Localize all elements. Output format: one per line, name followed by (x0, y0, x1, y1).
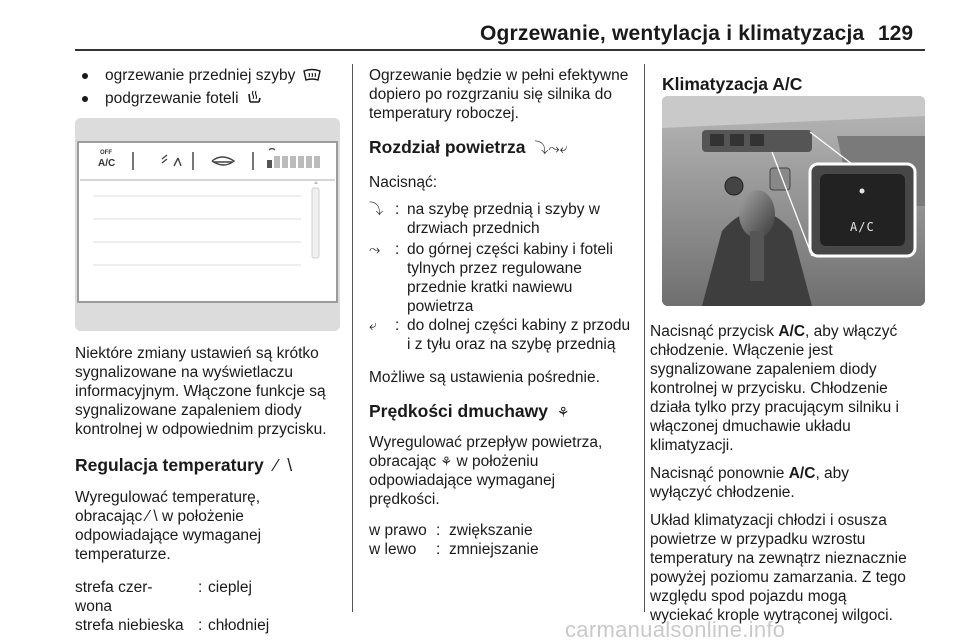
bullet-item: podgrzewanie foteli (75, 89, 345, 112)
ac-button-label: A/C (850, 220, 875, 234)
distribution-heading: Rozdział powietrza ⤵⤳⤶ (369, 137, 568, 157)
console-photo-svg (662, 96, 925, 306)
temperature-knob-icon: ⁄ \ (142, 508, 163, 525)
footwell-air-icon: ⤶ (369, 317, 377, 333)
bullet-dot (82, 73, 88, 79)
bullet-dot (82, 96, 88, 102)
bullet-item: ogrzewanie przedniej szyby (75, 66, 345, 89)
direction-row: w prawo : zwiększanie (369, 522, 533, 539)
fan-heading: Prędkości dmuchawy ⚘ (369, 401, 570, 421)
temperature-knob-icon: ⁄ \ (274, 455, 293, 475)
air-distribution-icons: ⤵⤳⤶ (534, 140, 568, 156)
control-panel-illustration (75, 118, 340, 331)
column-3-heading (662, 74, 927, 95)
column-divider-1 (352, 64, 353, 612)
header-rule (75, 49, 925, 51)
zone-row: strefa czer- wona : cieplej (75, 579, 252, 615)
column-1 (75, 66, 345, 112)
column-3-text: Nacisnąć przycisk A/C, aby włączyć chłodzenie. Włączenie jest sygnalizowane zapaleniem diody kontrolnej w przycisku. Chłodzenie działa tylko przy pracującym silniku i włączonej dmuchawie układu klimatyzacji. Nacisnąć ponownie A/C, aby wyłączyć chłodzenie. Układ klimatyzacji chłodzi i osusza powietrze w przypadku wzrostu temperatury na zewnątrz nieznacznie powyżej poziomu zamarzania. Z tego względu spod pojazdu mogą wyciekać krople wytrąconej wilgoci. (650, 323, 907, 624)
fan-icon: ⚘ (556, 404, 570, 420)
ac-off-label: OFF (100, 150, 112, 156)
intro-line: sygnalizowane zapaleniem diody (75, 402, 302, 419)
direction-row: w lewo : zmniejszanie (369, 541, 539, 558)
control-panel-svg (75, 118, 340, 331)
page-header-title: Ogrzewanie, wentylacja i klimatyzacja (480, 22, 865, 45)
intro-line: sygnalizowane na wyświetlaczu (75, 364, 293, 381)
intro-line: kontrolnej w odpowiednim przycisku. (75, 421, 327, 438)
temperature-heading: Regulacja temperatury ⁄ \ (75, 455, 293, 475)
zone-row: strefa niebieska : chłodniej (75, 617, 270, 634)
ac-heading: Klimatyzacja A/C (662, 74, 803, 94)
upper-cabin-air-icon: ⤳ (369, 241, 381, 257)
column-2: Ogrzewanie będzie w pełni efektywne dopiero po rozgrzaniu się silnika do temperatury roboczej. Rozdział powietrza ⤵⤳⤶ Nacisnąć: ⤵ : na szybę przednią i szyby w drzwiach przednich ⤳ : do górnej części kabiny i foteli tylnych przez regulowane przednie kratki nawiewu powietrza ⤶ : do dolnej części kabiny z przodu i z tyłu oraz na szybę przednią Możliwe są ustawienia pośrednie. Prędkości dmuchawy ⚘ Wyregulować przepływ powietrza, obracając ⚘ w położeniu odpowiadające wymaganej prędkości. w prawo : zwiększanie w lewo : zmniejszanie (369, 66, 639, 559)
distribution-item: ⤳ : do górnej części kabiny i foteli tylnych przez regulowane przednie kratki nawiewu powietrza (369, 241, 613, 315)
ac-label: A/C (98, 158, 116, 169)
intro-line: Niektóre zmiany ustawień są krótko (75, 345, 319, 362)
fan-icon: ⚘ (440, 454, 453, 469)
distribution-item: ⤶ : do dolnej części kabiny z przodu i z tyłu oraz na szybę przednią (369, 317, 631, 353)
windscreen-air-icon: ⤵ (369, 201, 383, 217)
intro-line: informacyjnym. Włączone funkcje są (75, 383, 326, 400)
seat-heating-icon (246, 89, 262, 105)
column-1-text: Niektóre zmiany ustawień są krótko sygnalizowane na wyświetlaczu informacyjnym. Włączone funkcje są sygnalizowane zapaleniem diody kontrolnej w odpowiednim przycisku. Regulacja temperatury ⁄ \ Wyregulować temperaturę, obracając ⁄ \ w położenie odpowiadające wymaganej temperaturze. strefa czer- wona : cieplej strefa niebieska : chłodniej (75, 344, 345, 635)
column-divider-2 (644, 64, 645, 612)
page-number: 129 (878, 22, 914, 45)
ac-button-photo (662, 96, 925, 306)
windscreen-heating-icon (303, 68, 321, 82)
distribution-item: ⤵ : na szybę przednią i szyby w drzwiach przednich (369, 201, 600, 237)
watermark[interactable]: carmanualsonline.info (565, 617, 786, 642)
